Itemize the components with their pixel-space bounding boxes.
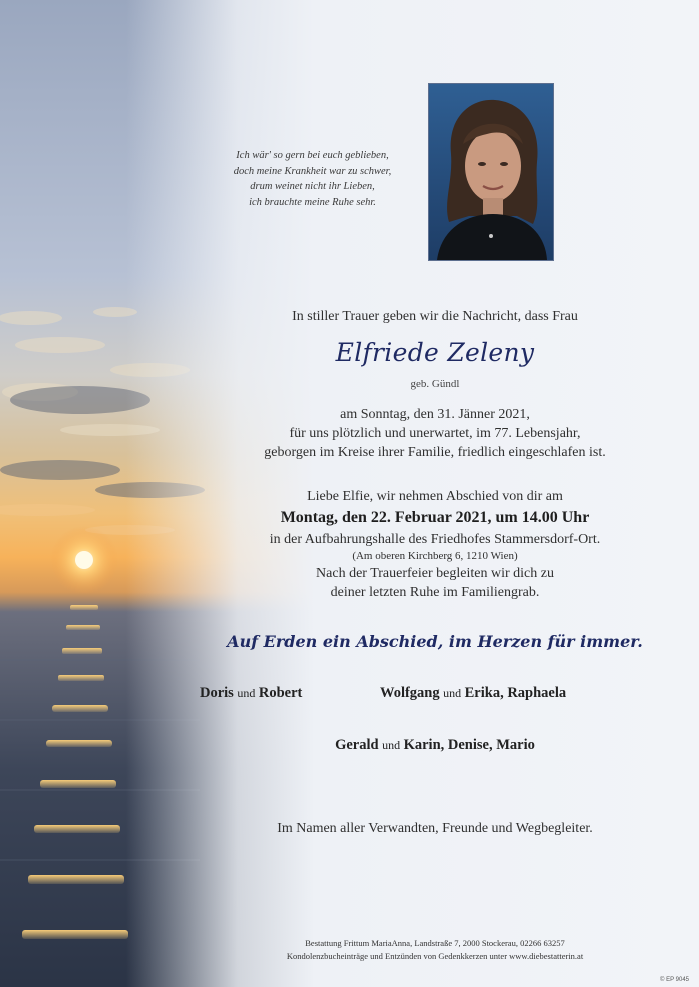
mourner-name: Robert [258,685,303,701]
document-code: © EP 9045 [660,977,689,983]
poem-line: ich brauchte meine Ruhe sehr. [249,196,376,208]
condolence-info: Kondolenzbucheinträge und Entzünden von Gedenkkerzen unter www.diebestatterin.at [286,951,584,961]
poem-line: Ich wär' so gern bei euch geblieben, [236,150,389,161]
mourner-group [380,685,566,702]
conjunction: und [443,686,462,700]
mourner-name: Gerald [335,737,379,753]
mourner-name: Wolfgang [380,685,440,701]
death-details [170,405,699,462]
death-line: geborgen im Kreise ihrer Familie, friedlich eingeschlafen ist. [264,445,606,460]
funeral-details [170,487,699,602]
mourner-name: Karin, Denise, Mario [403,737,535,753]
portrait-photo [428,83,554,261]
poem-line: doch meine Krankheit war zu schwer, [233,165,392,177]
death-line: für uns plötzlich und unerwartet, im 77. Lebensjahr, [289,426,581,441]
closing-text: Im Namen aller Verwandten, Freunde und Wegbegleiter. [277,821,593,836]
mourner-group [200,685,302,702]
death-line: am Sonntag, den 31. Jänner 2021, [340,407,530,422]
mourner-name: Doris [200,685,234,701]
mourner-name: Erika, Raphaela [464,685,567,701]
conjunction: und [382,738,401,752]
farewell-line: Nach der Trauerfeier begleiten wir dich zu [316,566,554,581]
funeral-home-info: Bestattung Frittum MariaAnna, Landstraße 7, 2000 Stockerau, 02266 63257 [305,938,565,948]
funeral-address: (Am oberen Kirchberg 6, 1210 Wien) [352,550,518,562]
farewell-line: deiner letzten Ruhe im Familiengrab. [330,585,540,600]
funeral-date: Montag, den 22. Februar 2021, um 14.00 Uhr [280,509,590,526]
mourner-group [170,737,699,754]
footer [170,937,699,963]
maiden-name: geb. Gündl [410,378,460,390]
portrait-image [429,84,553,260]
poem-line: drum weinet nicht ihr Lieben, [250,181,375,192]
motto: Auf Erden ein Abschied, im Herzen für immer. [227,632,643,651]
deceased-name: Elfriede Zeleny [335,338,535,367]
intro-text: In stiller Trauer geben wir die Nachricht, dass Frau [292,309,578,324]
farewell-intro: Liebe Elfie, wir nehmen Abschied von dir am [307,489,563,504]
funeral-place: in der Aufbahrungshalle des Friedhofes Stammersdorf-Ort. [269,532,601,547]
poem [200,148,425,210]
conjunction: und [237,686,256,700]
